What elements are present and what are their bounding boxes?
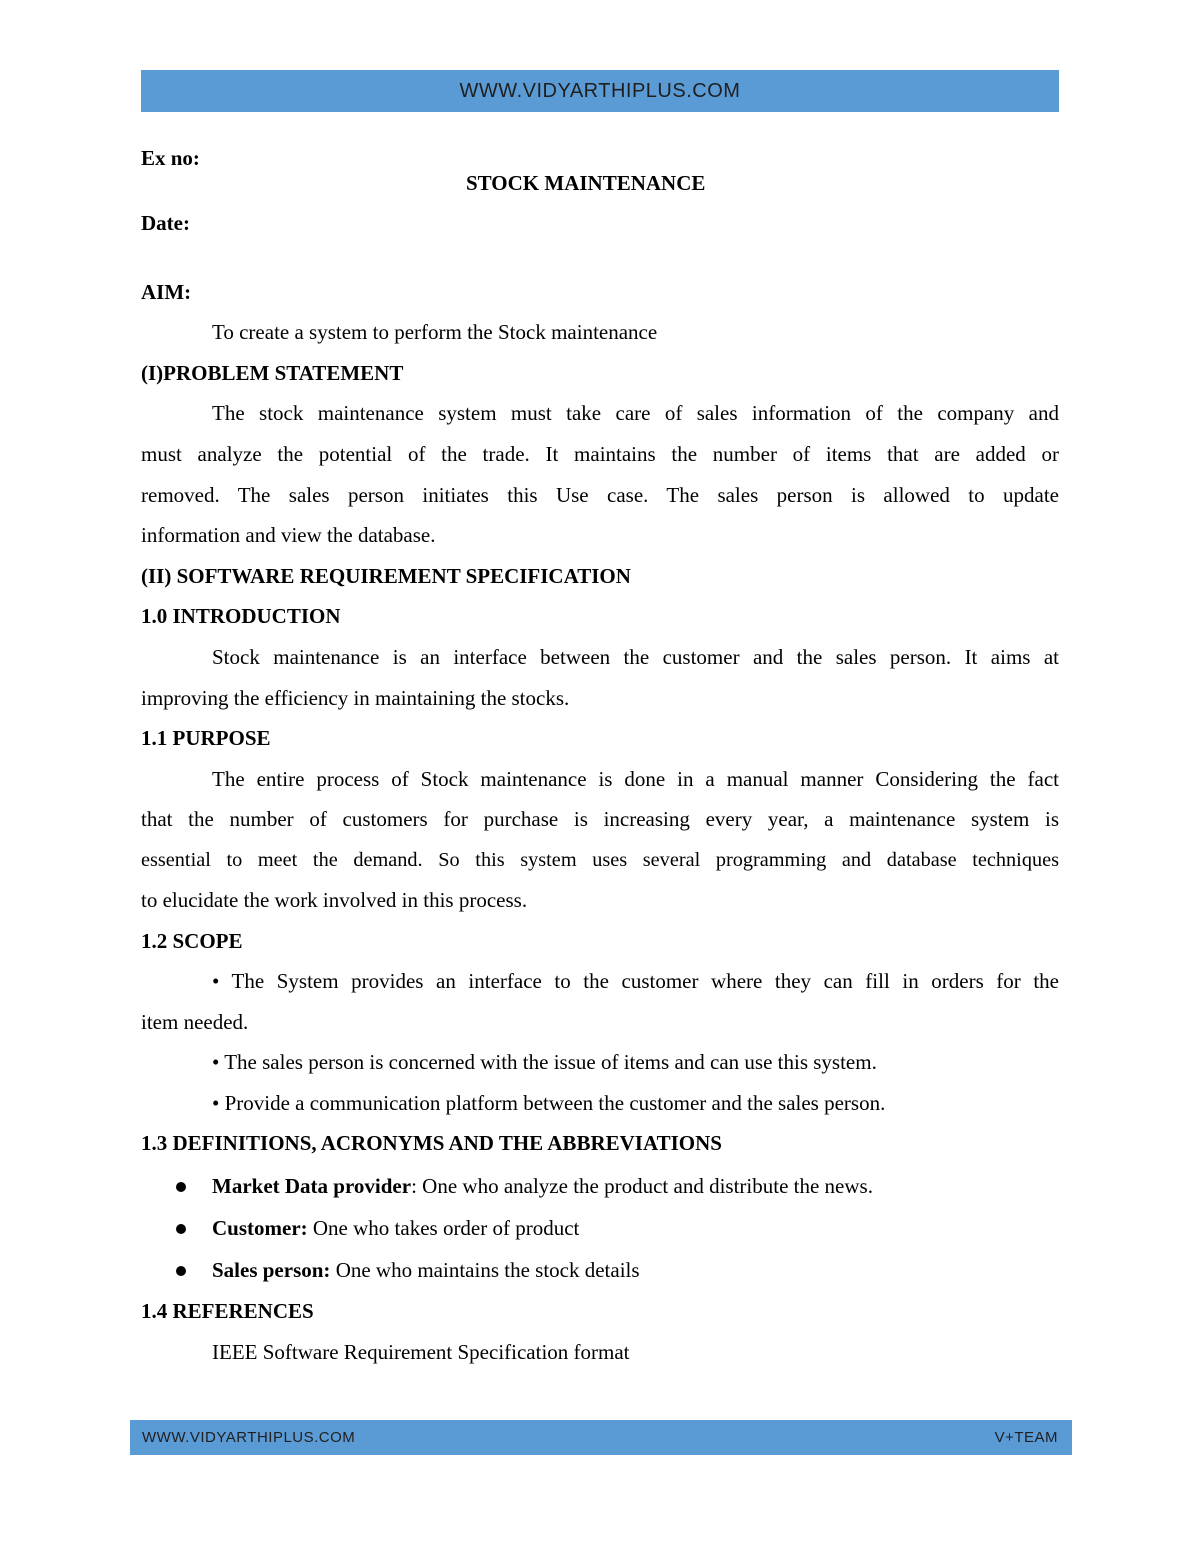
bullet-icon (176, 1266, 186, 1276)
scope-heading: 1.2 SCOPE (141, 929, 243, 953)
problem-heading: (I)PROBLEM STATEMENT (141, 361, 404, 385)
footer-url: WWW.VIDYARTHIPLUS.COM (142, 1429, 356, 1446)
scope-line-1: • The System provides an interface to the customer where they can fill in orders for the (212, 969, 1059, 993)
footer-bar (130, 1420, 1072, 1455)
problem-line-4: information and view the database. (141, 523, 436, 547)
definition-item (212, 1214, 579, 1242)
srs-heading: (II) SOFTWARE REQUIREMENT SPECIFICATION (141, 564, 631, 588)
references-text: IEEE Software Requirement Specification format (212, 1340, 630, 1364)
problem-line-1: The stock maintenance system must take care of sales information of the company and (212, 401, 1059, 425)
definition-term: Sales person: (212, 1258, 331, 1282)
bullet-icon (176, 1224, 186, 1234)
definitions-heading: 1.3 DEFINITIONS, ACRONYMS AND THE ABBREVIATIONS (141, 1131, 722, 1155)
aim-text: To create a system to perform the Stock maintenance (212, 320, 658, 344)
intro-line-1: Stock maintenance is an interface between the customer and the sales person. It aims at (212, 645, 1059, 669)
footer-team: V+TEAM (994, 1429, 1058, 1446)
ex-no-label: Ex no: (141, 146, 200, 170)
definition-sep: : (411, 1174, 417, 1198)
purpose-heading: 1.1 PURPOSE (141, 726, 271, 750)
bullet-icon (176, 1182, 186, 1192)
scope-line-1b: item needed. (141, 1010, 249, 1034)
header-url: WWW.VIDYARTHIPLUS.COM (459, 79, 741, 102)
scope-line-2: • The sales person is concerned with the issue of items and can use this system. (212, 1050, 877, 1074)
date-label: Date: (141, 211, 190, 235)
purpose-line-4: to elucidate the work involved in this process. (141, 888, 528, 912)
purpose-line-1: The entire process of Stock maintenance is done in a manual manner Considering the fact (212, 767, 1059, 791)
aim-heading: AIM: (141, 280, 192, 304)
references-heading: 1.4 REFERENCES (141, 1299, 314, 1323)
problem-line-2: must analyze the potential of the trade. It maintains the number of items that are added or (141, 442, 1059, 466)
intro-line-2: improving the efficiency in maintaining the stocks. (141, 686, 570, 710)
definition-term: Customer: (212, 1216, 308, 1240)
scope-line-3: • Provide a communication platform between the customer and the sales person. (212, 1091, 886, 1115)
definition-desc: One who maintains the stock details (330, 1258, 640, 1282)
definition-term: Market Data provider (212, 1174, 412, 1198)
purpose-line-3: essential to meet the demand. So this system uses several programming and database techniques (141, 849, 1059, 871)
definition-item (212, 1172, 873, 1200)
intro-heading: 1.0 INTRODUCTION (141, 604, 341, 628)
purpose-line-2: that the number of customers for purchase is increasing every year, a maintenance system is (141, 807, 1059, 831)
header-bar (141, 70, 1059, 112)
definition-item (212, 1256, 640, 1284)
page-title: STOCK MAINTENANCE (466, 171, 706, 195)
problem-line-3: removed. The sales person initiates this Use case. The sales person is allowed to update (141, 483, 1059, 507)
definition-desc: One who takes order of product (307, 1216, 580, 1240)
definition-desc: One who analyze the product and distribute the news. (416, 1174, 873, 1198)
